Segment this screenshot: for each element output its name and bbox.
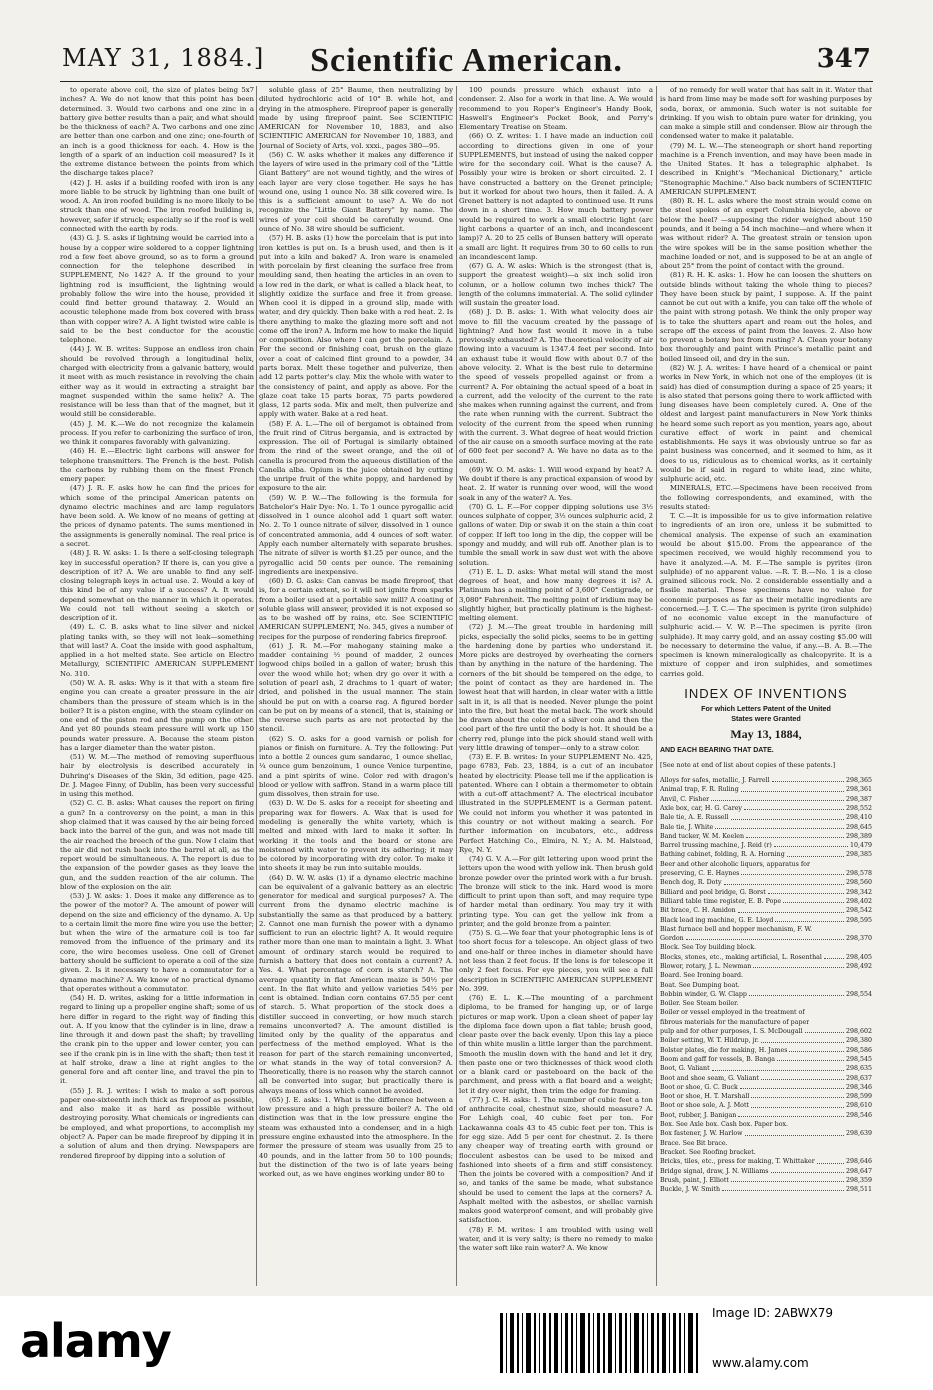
column-paragraph: (60) D. G. asks: Can canvas be made fireproof, that is, for a certain extent, so it will not ignite from sparks from a boiler used at a portable saw mill? A coating of soluble glass will answer, provided it is not exposed so as to be washed off by rains, etc. See SCIENTIFIC AMERICAN SUPPLEMENT, No. 345, gives a number of recipes for the purpose of rendering fabrics fireproof. [259, 577, 453, 641]
leader-dots [686, 934, 844, 940]
index-title: INDEX OF INVENTIONS [684, 686, 848, 701]
column-paragraph: (51) W. M.—The method of removing superfluous hair by electrolysis is described accurately in Duhring's Diseases of the Skin, 3d edition, page 425. Dr. J. Magee Finny, of Dublin, has been very successful in using this method. [60, 753, 254, 799]
column-2 [259, 86, 453, 1286]
patent-number: 298,387 [845, 795, 872, 803]
index-entry-name: Gordon [660, 935, 684, 943]
index-entry-name: Boot, rubber, J. Banigan [660, 1111, 737, 1119]
index-entry-name: Buckle, J. W. Smith [660, 1186, 721, 1194]
patent-number: 298,647 [845, 1167, 872, 1175]
column-paragraph: (62) S. O. asks for a good varnish or polish for pianos or finish on furniture. A. Try the following: Put into a bottle 2 ounces gum sandarac, 1 ounce shellac, ¼ ounce gum benzoinum, 1 ounce Venice turpentine, and a pint spirits of wine. Color red with dragon's blood or yellow with saffron. Stand in a warm place till gum dissolves, then strain for use. [259, 734, 453, 799]
column-paragraph: (67) G. A. W. asks: Which is the strongest (that is, support the greatest weight)—a six inch solid iron column, or a hollow column two inches thick? The length of the columns immaterial. A. The solid cylinder will sustain the greater load. [459, 262, 653, 308]
index-entry-name: fibrous materials for the manufacture of paper [660, 1018, 810, 1026]
column-paragraph: (44) J. W. B. writes: Suppose an endless iron chain should be revolved through a longitudinal helix, charged with electricity from a galvanic battery, would it meet with as much resistance in revolving the chain either way as it would in extracting a straight bar magnet suspended within the same helix? A. The resistance will be less than that of the magnet, but it would still be considerable. [60, 345, 254, 419]
index-entry [660, 1129, 872, 1138]
index-entry-name: Animal trap, F. R. Ruling [660, 786, 739, 794]
index-entry [660, 1027, 872, 1036]
patent-number: 298,380 [845, 1037, 872, 1045]
index-entry [660, 888, 872, 897]
index-subtitle-1: For which Letters Patent of the United [701, 704, 831, 714]
index-entry-name: Alloys for safes, metallic, J. Farrell [660, 777, 770, 785]
index-entry [660, 785, 872, 794]
column-paragraph: (59) W. P. W.—The following is the formula for Batchelor's Hair Dye: No. 1. To 1 ounce pyrogallic acid dissolved in 1 ounce alcohol add 1 quart soft water. No. 2. To 1 ounce nitrate of silver, dissolved in 1 ounce of concentrated ammonia, add 4 ounces of soft water. Apply each number alternately with separate brushes. The nitrate of silver is worth $1.25 per ounce, and the pyrogallic acid 50 cents per ounce. The remaining ingredients are inexpensive. [259, 493, 453, 576]
leader-dots [746, 832, 844, 838]
patent-number: 298,410 [845, 814, 872, 822]
column-paragraph: (69) W. O. M. asks: 1. Will wood expand by heat? A. We doubt if there is any practical expansion of wood by heat. 2. If water is running over wood, will the wood soak in any of the water? A. Yes. [459, 465, 653, 502]
leader-dots [712, 1064, 844, 1070]
leader-dots [824, 953, 844, 959]
index-entry-name: Boot or shoe, H. T. Marshall [660, 1093, 750, 1101]
leader-dots [722, 1185, 844, 1191]
column-paragraph: (43) G. J. S. asks if lightning would be carried into a house by a copper wire soldered to a copper lightning rod a few feet above ground, so as to form a ground connection for the telephone described in SUPPLEMENT, No 142? A. If the ground to your lightning rod is insufficient, the lightning would probably follow the wire into the house, provided it could find better ground thataway. 2. Would an acoustic telephone made from box covered with brass than with copper wire? A. A light twisted wire cable is said to be the best conductor for the acoustic telephone. [60, 234, 254, 345]
index-entry-name: Boot and shoe seam, G. Valiant [660, 1074, 759, 1082]
index-entry [660, 1036, 872, 1045]
column-paragraph: (50) W. A. R. asks: Why is it that with a steam fire engine you can create a greater pressure in the air chambers than the pressure of steam which is in the boiler? It is a piston engine, with the steam cylinder on one end of the piston rod and the pump on the other. And yet 80 pounds steam pressure will work up 150 pounds water pressure. A. Because the steam piston has a larger diameter than the water piston. [60, 679, 254, 752]
leader-dots [751, 1101, 844, 1107]
index-entry-name: Billiard and pool bridge, G. Borst [660, 888, 766, 896]
patent-number: 298,402 [845, 897, 872, 905]
index-entry [660, 850, 872, 859]
index-entry [660, 1083, 872, 1092]
column-paragraph: (49) L. C. B. asks what to line silver and nickel plating tanks with, so they will not leak—something that will last? A. Coat the inside with good asphaltum, applied in a hot melted state. See article on Electro Metallurgy, SCIENTIFIC AMERICAN SUPPLEMENT No. 310. [60, 623, 254, 678]
index-entry-name: Bridge signal, draw, J. N. Williams [660, 1167, 769, 1175]
index-entry-name: Axle box, car, H. G. Carey [660, 804, 742, 812]
leader-dots [744, 804, 844, 810]
patent-number: 298,578 [845, 870, 872, 878]
patent-number: 298,595 [845, 916, 872, 924]
column-1 [60, 86, 254, 1286]
column-paragraph: (77) J. C. H. asks: 1. The number of cubic feet a ton of anthracite coal, chestnut size, should measure? A. For Lehigh coal, 40 cubic feet per ton. For Lackawanna coals 43 to 45 cubic feet per ton. This is for egg size. Add 5 per cent for chestnut. 2. Is there any cheaper way of treating earth with ground or flocculent asbestos can be used to be mixed and fashioned into sheets of a firm and stiff consistency. Then the joints be covered with a composition? And if so, and tanks of the same be made, what substance should be used to cement the laps at the corners? A. Asphalt melted with the asbestos, or shellac varnish makes good waterproof cement, and will probably give satisfaction. [459, 1095, 653, 1225]
masthead: Scientific American. [310, 42, 623, 79]
index-entry [660, 804, 872, 813]
column-paragraph: (72) J. M.—The great trouble in hardening mill picks, especially the solid picks, seems to be in getting the hardening done by parties who understand it. More picks are destroyed by overheating the corners than by anything in the nature of the hardening. The corners of the bit should be tempered on the edge, to the point of contact as they are hardened in. The lowest heat that will harden, in clear water with a little salt in it, is all that is needed. Never plunge the point into the fire, but heat the metal back. The work should be drawn about the color of a silver coin and then the cool part of the fire until the body is hot. It should be a cherry red, plunge into the pick should stand well with very little drawing of temper—only to a straw color. [459, 623, 653, 752]
column-paragraph: (55) J. R. J. writes: I wish to make a soft porous paper one-sixteenth inch thick as fireproof as possible, and also make it as hard as possible without destroying porosity. What chemicals or ingredients can be employed, and what proportions, to accomplish my object? A. Paper can be made fireproof by dipping it in a solution of alum and then drying. Newspapers are rendered fireproof by dipping into a solution of [60, 1086, 254, 1160]
index-entry [660, 878, 872, 887]
index-entry-name: Box. See Axle box. Cash box. Paper box. [660, 1121, 789, 1129]
leader-dots [724, 878, 844, 884]
index-entry [660, 943, 872, 952]
index-entry-name: Anvil, C. Fisher [660, 795, 710, 803]
leader-dots [789, 1046, 843, 1052]
index-entry-name: Boot, G. Valiant [660, 1065, 710, 1073]
index-entry [660, 860, 872, 869]
leader-dots [772, 776, 844, 782]
index-entry [660, 1101, 872, 1110]
patent-number: 298,599 [845, 1093, 872, 1101]
index-entry [660, 1148, 872, 1157]
column-paragraph: (68) J. D. B. asks: 1. With what velocity does air move to fill the vacuum created by the passage of lightning? And how fast would it move in a tube previously exhausted? A. The theoretical velocity of air flowing into a vacuum is 1347.4 feet per second. Into an exhaust tube it would flow with about 0.7 of the above velocity. 2. What is the best rule to determine the speed of vessels propelled against or from a current? A. For obtaining the actual speed of a boat in a current, add the velocity of the current to the rate she makes when running against the current, and from the rate when running with the current. Subtract the velocity of the current from the speed when running with the current. 3. What degree of heat would friction of the air cause on a smooth surface moving at the rate of 600 feet per second? A. We have no data as to the amount. [459, 308, 653, 465]
index-entry-name: Boot or shoe sole, A. J. Mott [660, 1102, 750, 1110]
column-paragraph: (47) J. R. F. asks how he can find the prices for which some of the principal American patents on dynamo electric machines and arc lamp regulators have been sold. A. We know of no means of getting at the prices of dynamo patents. The sums mentioned in the assignments is generally nominal. The real price is a secret. [60, 484, 254, 549]
index-entry [660, 795, 872, 804]
index-entry-name: Boiler setting, W. T. Hildrup, jr. [660, 1037, 759, 1045]
column-paragraph: (46) H. E.—Electric light carbons will answer for telephone transmitters. The French is the best. Polish the carbons by rubbing them on the finest French emery paper. [60, 447, 254, 484]
index-entry [660, 1185, 872, 1194]
index-entry-name: Bolster plates, die for making, H. James [660, 1046, 788, 1054]
index-subtitle-2: States were Granted [731, 714, 801, 724]
index-entry-name: Beer and other alcoholic liquors, apparatus for [660, 860, 810, 868]
index-entry-name: Bit brace, C. H. Amidon [660, 907, 736, 915]
leader-dots [749, 990, 844, 996]
index-entry-name: Blower, rotary, J. L. Newman [660, 963, 752, 970]
index-entry [660, 1064, 872, 1073]
patent-number: 298,385 [845, 851, 872, 859]
patent-number: 298,635 [845, 1065, 872, 1073]
header-rule [60, 81, 873, 82]
leader-dots [741, 785, 844, 791]
index-entry-name: Barrel trussing machine, J. Reid (r) [660, 842, 772, 850]
index-entry [660, 813, 872, 822]
leader-dots [761, 1074, 844, 1080]
index-entry [660, 925, 872, 934]
index-entry [660, 971, 872, 980]
column-paragraph: (82) W. J. A. writes: I have heard of a chemical or paint works in New York, in which not one of the employes (it is said) has died of consumption during a space of 25 years; it is also stated that persons going there to work afflicted with lung diseases have been completely cured. A. One of the oldest and largest paint manufacturers in New York thinks he heard some such report as you mention, years ago, about curative effect of work in paint and chemical establishments. He says it was obviously untrue so far as paint business was concerned, and it seemed to him, as it does to us, ridiculous as to chemical works, as it certainly would be if said in regard to white lead, zinc white, sulphuric acid, etc. [660, 363, 872, 484]
index-entry [660, 999, 872, 1008]
index-entry-name: Black lead ing machine, G. E. Lloyd [660, 916, 774, 924]
index-entry [660, 981, 872, 990]
leader-dots [768, 888, 844, 894]
index-entry [660, 906, 872, 915]
patent-number: 298,359 [845, 1176, 872, 1184]
leader-dots [715, 823, 844, 829]
index-entry-name: Boom and gaff for vessels, B. Banga [660, 1055, 775, 1063]
site-url: www.alamy.com [712, 1356, 809, 1370]
index-entry-name: Bobbin winder, G. W. Clapp [660, 990, 747, 998]
patent-number: 298,405 [845, 953, 872, 961]
patent-number: 298,342 [845, 888, 872, 896]
index-entry [660, 1074, 872, 1083]
leader-dots [731, 813, 844, 819]
index-entry [660, 953, 872, 962]
patent-number: 298,554 [845, 990, 872, 998]
index-entry-name: Bench dog, R. Doty [660, 879, 722, 887]
patent-number: 298,511 [845, 1186, 872, 1194]
patent-number: 298,361 [845, 786, 872, 794]
index-entry [660, 1092, 872, 1101]
column-paragraph: (70) G. L. F.—For copper dipping solutions use 3½ ounces sulphate of copper, 3½ ounces sulphuric acid, 2 gallons of water. Dip or swab it on the stain a thin coat of copper. If left too long in the dip, the copper will be spongy and muddy, and will rub off. Another plan is to tumble the small work in saw dust wet with the above solution. [459, 502, 653, 567]
patent-number: 298,646 [845, 1158, 872, 1166]
column-paragraph: (52) C. C. B. asks: What causes the report on firing a gun? In a controversy on the point, a man in this shop claimed that it was caused by the air being forced back into the barrel of the gun, and was not made till the air reached the breech of the gun. Now I claim that the air did not rush back into the barrel at all, as the report would be simultaneous. A. The report is due to the expansion of the powder gases as they leave the gun, and the sudden reaction of the air column. The blow of the explosion on the air. [60, 799, 254, 891]
index-entry-name: pulp and for other purposes, I. S. McDougall [660, 1028, 803, 1036]
index-entry-name: Blocks, stones, etc., making artificial, L. Rosenthal [660, 953, 822, 961]
column-paragraph: (76) E. L. K.—The mounting of a parchment diploma, to be framed for hanging up, or of large pictures or map work. Upon a clean sheet of paper lay the diploma face down upon a flat table; brush good, clear paste over the back evenly. Upon this lay a piece of thin white muslin a little larger than the parchment. Smooth the muslin down with the hand and let it dry, then paste one or two thicknesses of thick wood cloth or a blank card or pasteboard on the back of the parchment, and press with a flat board and a weight; let it dry over night, then trim the edge for framing. [459, 994, 653, 1095]
patent-number: 298,586 [845, 1046, 872, 1054]
image-id: Image ID: 2ABWX79 [712, 1306, 834, 1320]
index-of-inventions [660, 686, 872, 1194]
column-paragraph: (66) O. Z. writes: 1. I have made an induction coil according to directions given in one of your SUPPLEMENTS, but instead of using the naked copper wire for the secondary coil. What is the cause? A. Possibly your wire is broken or short circuited. 2. I have constructed a battery on the Grenet principle; but it worked for about two hours, then it failed. A. A Grenet battery is not adapted to continued use. It runs down in a short time. 3. How much battery power would be required to work a small electric light (arc light carbons a quarter of an inch, and incandescent lamp)? A. 20 to 25 cells of Bunsen battery will operate a small arc light. It requires from 30 to 60 cells to run an incandescent lamp. [459, 132, 653, 261]
leader-dots [731, 1176, 844, 1182]
index-entry [660, 823, 872, 832]
patent-number: 298,346 [845, 1083, 872, 1091]
index-entry-name: Blast furnace bell and hopper mechanism, F. W. [660, 925, 812, 933]
leader-dots [805, 1027, 844, 1033]
leader-dots [771, 1167, 844, 1173]
column-paragraph: (48) J. R. W. asks: 1. Is there a self-closing telegraph key in successful operation? If there is, can you give a description of it? A. We are unable to find any self-closing telegraph keys in actual use. 2. Would a key of this kind be of any value if a success? A. It would depend somewhat on the manner in which it operates. We could not tell without seeing a sketch or description of it. [60, 549, 254, 623]
index-entry-name: Band tucker, W. M. Keelen [660, 832, 745, 840]
page-header [0, 44, 933, 84]
column-paragraph: (61) J. R. M.—For mahogany staining make a madder containing ½ pound of madder, 2 ounces logwood chips boiled in a gallon of water; brush this over the wood while hot; when dry go over it with a solution of pearl ash, 2 drachms to 1 quart of water; dried, and polished in the usual manner. The stain should be put on with a coarse rag. A figured border can be put on by means of a stencil, that is, staining or the reverse such parts as are not protected by the stencil. [259, 641, 453, 734]
index-entry [660, 1008, 872, 1017]
index-entry [660, 990, 872, 999]
index-entry [660, 1111, 872, 1120]
patent-number: 298,639 [845, 1130, 872, 1138]
patent-number: 298,546 [845, 1111, 872, 1119]
leader-dots [738, 906, 844, 912]
index-entry-name: Boat. See Dumping boat. [660, 981, 740, 989]
index-entry [660, 1139, 872, 1148]
leader-dots [787, 850, 844, 856]
patent-number: 298,560 [845, 879, 872, 887]
leader-dots [738, 1111, 844, 1117]
index-entry-name: Bricks, tiles, etc., press for making, T. Whittaker [660, 1158, 815, 1166]
index-entry-name: Bale tie, J. White [660, 823, 714, 831]
index-entry [660, 962, 872, 971]
column-4-text [660, 86, 872, 679]
patent-number: 298,370 [845, 935, 872, 943]
index-entry [660, 1055, 872, 1064]
alamy-logo: alamy [20, 1314, 171, 1368]
column-3 [459, 86, 653, 1286]
leader-dots [817, 1157, 844, 1163]
issue-date: MAY 31, 1884.] [62, 44, 265, 72]
column-paragraph: to operate above coil, the size of plates being 5x7 inches? A. We do not know that this point has been determined. 3. Would two carbons and one zinc in a battery give better results than a pair, and what should be the thickness of each? A. Two carbons and one zinc are better than one carbon and one zinc; one-fourth of an inch is a good thickness for each. 4. How is the length of a spark of an induction coil measured? Is it the extreme distance between the points from which the discharge takes place? [60, 86, 254, 178]
patent-number: 298,545 [845, 1055, 872, 1063]
column-paragraph: (53) J. W. asks: 1. Does it make any difference as to the power of the motor? A. The amount of power will depend on the size and efficiency of the dynamo. A. Up to a certain limit the more fine wire you use the better; but when the wire of the armature coil is too far removed from the influence of the primary and its core, the wire becomes useless. One cell of Grenet battery should be sufficient to operate a coil of the size given. 2. Is it necessary to have a commutator for a dynamo machine? A. We know of no practical dynamo that operates without a commutator. [60, 892, 254, 993]
leader-dots [774, 841, 848, 847]
patent-number: 298,637 [845, 1074, 872, 1082]
index-subtitle-3: AND EACH BEARING THAT DATE. [660, 746, 774, 754]
column-paragraph: (65) J. E. asks: 1. What is the difference between a low pressure and a high pressure boiler? A. The old distinction was that in the low pressure engine the steam was exhausted into a condenser, and in a high pressure engine exhausted into the atmosphere. In the former the pressure of steam was usually from 25 to 40 pounds, and in the latter from 50 to 100 pounds; but the distinction of the two is of late years being worked out, as we have engines working under 80 to [259, 1095, 453, 1179]
index-entry [660, 1018, 872, 1027]
column-divider [256, 86, 257, 1286]
leader-dots [775, 916, 843, 922]
column-paragraph: (56) C. W. asks whether it makes any difference if the layers of wire used in the primary coil of the "Little Giant Battery" are not wound tightly, and the wires of each layer are very close together. He says he has wound one, using 1 ounce No. 38 silk covered wire. Is this is a sufficient amount to use? A. We do not recognize the "Little Giant Battery" by name. The wires of your coil should be carefully wound. One ounce of No. 38 wire should be sufficient. [259, 150, 453, 233]
index-entry-name: Bracket. See Roofing bracket. [660, 1148, 756, 1156]
index-entry [660, 841, 872, 850]
index-entry-name: Block. See Toy building block. [660, 944, 757, 952]
index-date: May 13, 1884, [730, 727, 802, 742]
column-paragraph: (45) J. M. K.—We do not recognize the kalamein process. If you refer to carbonizing the surface of iron, we think it compares favorably with galvanizing. [60, 419, 254, 447]
index-entry-name: Brace. See Bit brace. [660, 1139, 728, 1147]
column-paragraph: (80) R. H. L. asks where the most strain would come on the steel spokes of an expert Columbia bicycle, above or below the heel? —supposing the rider weighed about 150 pounds, and it being a 54 inch machine—and where when it was without rider? A. The greatest strain or tension upon the wire spokes will be in the same position whether the machine loaded or not, and is supposed to be at an angle of about 25° from the point of contact with the ground. [660, 197, 872, 271]
column-paragraph: (73) E. F. B. writes: In your SUPPLEMENT No. 425, page 6783, Feb. 23, 1884, is a cut of an incubator heated by electricity. Please tell me if the application is patented. Where can I obtain a thermometer to obtain with a cut-off attachment? A. The electrical incubator illustrated in the SUPPLEMENT is a German patent. We could not inform you whether it was patented in this country or not without making a search. For further information on incubators, etc., address Perfect Hatching Co., Elmira, N. Y.; A. M. Halstead, Rye, N. Y. [459, 753, 653, 854]
patent-number: 298,645 [845, 823, 872, 831]
column-paragraph: MINERALS, ETC.—Specimens have been received from the following correspondents, and examined, with the results stated: [660, 484, 872, 511]
leader-dots [761, 1036, 844, 1042]
leader-dots [751, 1092, 844, 1098]
column-paragraph: (78) F. M. writes: I am troubled with using well water, and it is very salty; is there no remedy to make the water soft like rain water? A. We know [459, 1225, 653, 1253]
index-entry [660, 1046, 872, 1055]
column-divider [656, 86, 657, 1286]
leader-dots [740, 1083, 844, 1089]
index-entry [660, 897, 872, 906]
patent-number: 298,610 [845, 1102, 872, 1110]
index-entry-name: Board. See Ironing board. [660, 972, 744, 980]
index-entry [660, 934, 872, 943]
patent-number: 10,479 [849, 842, 872, 850]
index-list [660, 776, 872, 1194]
index-entry-name: Brush, paint, J. Elliott [660, 1176, 729, 1184]
column-paragraph: (42) J. H. asks if a building roofed with iron is any more liable to be struck by lightning than one built of wood. A. An iron roofed building is no more likely to be struck than one of wood. The iron roofed building is, however, safer if struck; especially so if the roof is well connected with the earth by rods. [60, 178, 254, 233]
index-entry-name: Bale tie, A. E. Russell [660, 814, 729, 822]
column-paragraph: (64) D. W. W. asks (1) if a dynamo electric machine can be equivalent of a galvanic battery as an electric generator for medical and surgical purposes? A. The current from the dynamo electric machine is substantially the same as that produced by a battery. 2. Cannot one man furnish the power with a dynamo sufficient to run an electric light? A. It would require rather more than one man to maintain a light. 3. What amount of ordinary starch would be required to furnish a battery that does not contain a current? A. Yes. 4. What percentage of corn is starch? A. The average quantity in flat American maize is 50½ per cent. In the flat white and yellow varieties 54½ per cent is obtained. Indian corn contains 67.55 per cent of starch. 5. What proportion of the stock does a distiller succeed in converting, or how much starch remains unconverted? A. The amount distilled is limited only by the quality of the apparatus and perfectness of the method employed. What is the reason for part of the starch remaining unconverted, or what stands in the way of total conversion? A. Theoretically, there is no reason why the starch cannot all be converted into sugar, but practically there is always means of loss which cannot be avoided. [259, 873, 453, 1095]
index-entry [660, 832, 872, 841]
patent-number: 298,492 [845, 963, 872, 970]
index-entry [660, 869, 872, 878]
index-entry-name: Box fastener, J. W. Harlow [660, 1130, 743, 1138]
index-entry-name: Bathing cabinet, folding, R. A. Horning [660, 851, 785, 859]
leader-dots [745, 1129, 844, 1135]
leader-dots [753, 962, 844, 968]
patent-number: 298,542 [845, 907, 872, 915]
column-paragraph: (74) G. V. A.—For gilt lettering upon wood print the letters upon the wood with yellow ink. Then brush gold bronze powder over the printed work with a fur brush. The bronze will stick to the ink. Hard wood is more difficult to print upon than soft, and may require type of harder metal than ordinary. You may try it with printing type. You can get the yellow ink from a printer, and the gold bronze from a painter. [459, 855, 653, 928]
leader-dots [711, 795, 844, 801]
column-paragraph: soluble glass of 25° Baume, then neutralizing by diluted hydrochloric acid of 10° B. while hot, and drying in the atmosphere. Fireproof paper is generally made by using fireproof paint. See SCIENTIFIC AMERICAN for November 10, 1883, and also SCIENTIFIC AMERICAN for November 10, 1883, and Journal of Society of Arts, vol. xxxi., pages 380—95. [259, 86, 453, 150]
index-entry-name: Boiler or vessel employed in the treatment of [660, 1009, 805, 1017]
barcode-graphic [500, 1313, 700, 1373]
leader-dots [783, 897, 844, 903]
index-entry-name: Boot or shoe, G. C. Buck [660, 1083, 738, 1091]
column-paragraph: (71) E. L. D. asks: What metal will stand the most degrees of heat, and how many degrees it is? A. Platinum has a melting point of 3,600° Centigrade, or 3,080° Fahrenheit. The melting point of iridium may be slightly higher, but practically platinum is the highest-melting element. [459, 567, 653, 623]
column-paragraph: (81) R. H. K. asks: 1. How he can loosen the shutters on outside blinds without taking the whole thing to pieces? They have been stuck by paint, I suppose. A. If the paint cannot be cut out with a knife, you can take off the whole of the paint with strong potash. We think the only proper way is to take the shutters apart and ream out the holes, and scrape off the excess of paint from the leaves. 2. Also how to prevent a botany box from rusting? A. Clean your botany box thoroughly and paint with Prince's metallic paint and boiled linseed oil, and dry in the sun. [660, 271, 872, 363]
index-entry [660, 1120, 872, 1129]
column-divider [456, 86, 457, 1286]
column-paragraph: (75) S. G.—We fear that your photographic lens is of too short focus for a telescope. An object glass of two and one-half or three inches in diameter should have not less than 2 feet focus. If the lens is for telescope it only 2 feet focus. For eye pieces, you will see a full description in SCIENTIFIC AMERICAN SUPPLEMENT No. 399. [459, 929, 653, 993]
index-entry [660, 1157, 872, 1166]
index-entry [660, 1176, 872, 1185]
index-entry [660, 916, 872, 925]
patent-number: 298,552 [845, 804, 872, 812]
column-paragraph: 100 pounds pressure which exhaust into a condenser. 2. Also for a work in that line. A. We would recommend to you Roper's Engineer's Handy Book, Haswell's Engineer's Pocket Book, and Perry's Elementary Treatise on Steam. [459, 86, 653, 132]
column-4 [660, 86, 872, 1286]
column-paragraph: (79) M. L. W.—The steneograph or short hand reporting machine is a French invention, and may have been made in the United States. It has a telegraphic alphabet. Is described in Knight's "Mechanical Dictionary," article "Stenographic Machine." Also back numbers of SCIENTIFIC AMERICAN SUPPLEMENT. [660, 141, 872, 196]
column-paragraph: (58) F. A. L.—The oil of bergamot is obtained from the fruit rind of Citrus bergamia, and is extracted by expression. The oil of Portugal is similarly obtained from the rind of the sweet orange, and the oil of canella is procured from the aqueous distillation of the Canella alba. Opium is the juice obtained by cutting the unripe fruit of the white poppy, and hardened by exposure to the air. [259, 419, 453, 493]
index-entry [660, 776, 872, 785]
index-entry-name: Billiard table time register, E. B. Pope [660, 897, 782, 905]
watermark-strip [0, 1296, 933, 1390]
leader-dots [777, 1055, 844, 1061]
column-paragraph: (54) H. D. writes, asking for a little information in regard to lining up a propeller engine shaft; some of us here differ in regard to the right way of finding this out. A. If you know that the cylinder is in line, draw a line through it and down past the shaft; by travelling the crank pin to the upper and lower center, you can see if the crank pin is in line with the shaft; then test it at half stroke, draw a line at right angles to the general fore and aft center line, and travel the pin to it. [60, 994, 254, 1086]
patent-number: 298,389 [845, 832, 872, 840]
column-paragraph: (63) D. W. De S. asks for a receipt for sheeting and preparing wax for flowers. A. Wax that is used for modeling is generally the white variety, which is melted and mixed with lard to make it softer. In working it the tools and the board or stone are moistened with water to prevent its adhering; it may be colored by incorporating with dry color. To make it into sheets it may be run into suitable moulds. [259, 799, 453, 873]
patent-number: 298,602 [845, 1028, 872, 1036]
index-note: [See note at end of list about copies of these patents.] [660, 760, 836, 769]
index-entry-name: preserving, C. E. Haynes [660, 870, 740, 878]
column-paragraph: of no remedy for well water that has salt in it. Water that is hard from lime may be made soft for washing purposes by soda, borax, or ammonia. Such water is not suitable for drinking. If you wish to obtain pure water for drinking, you can make a simple still and condenser. Blow air through the condensed water to make it palatable. [660, 86, 872, 141]
index-entry-name: Boiler. See Steam boiler. [660, 1000, 739, 1008]
page-number: 347 [816, 44, 871, 74]
patent-number: 298,365 [845, 777, 872, 785]
index-entry [660, 1167, 872, 1176]
column-paragraph: (57) H. B. asks (1) how the porcelain that is put into iron kettles is put on. Is a brush used, and then is it put into a kiln and baked? A. Iron ware is enameled with porcelain by first cleaning the surface free from moulding sand, then heating the articles in an oven to a low red in the dark, or what is called a black heat, to slightly oxidize the surface and free it from grease. When cool it is dipped in a ground slip, made with water, and dry quickly. Then bake with a red heat. 2. Is there anything to make the glazing more soft and not come off the iron? A. Inform me how to make the liquid or composition. Also where I can get the porcelain. A. For the second or finishing coat, brush on the glaze over a coat of calcined flint ground to a powder, 34 parts borax. Melt these together and pulverize, then add 12 parts potter's clay. Mix the whole with water to the consistency of paint, and apply as above. For the glaze coat take 15 parts borax, 75 parts powdered glass, 12 parts soda. Mix and melt, then pulverize and apply with water. Bake at a red heat. [259, 234, 453, 419]
column-paragraph: T. C.—It is impossible for us to give information relative to ingredients of an iron ore, unless it be submitted to chemical analysis. The expense of such an examination would be about $15.00. From the appearance of the specimen received, we would highly recommend you to have it analyzed.—A. M. F.—The sample is pyrites (iron sulphide) of no apparent value. —R. T. B.—No. 1 is a close grained silicous rock. No. 2 considerable essentially and a fissile material. These specimens have no value for economic purposes as far as their metallic ingredients are concerned.—J. T. C.— The specimen is pyrite (iron sulphide) of no economic value except in the manufacture of sulphuric acid.— V. W. P.—The specimen is pyrite (iron sulphide). It may carry gold, and an assay costing $5.00 will be necessary to determine the value, if any.—B. A. B.—The specimen is known mineralogically as chalcopyrite. It is a mixture of copper and iron sulphides, and sometimes carries gold. [660, 512, 872, 678]
leader-dots [741, 869, 844, 875]
